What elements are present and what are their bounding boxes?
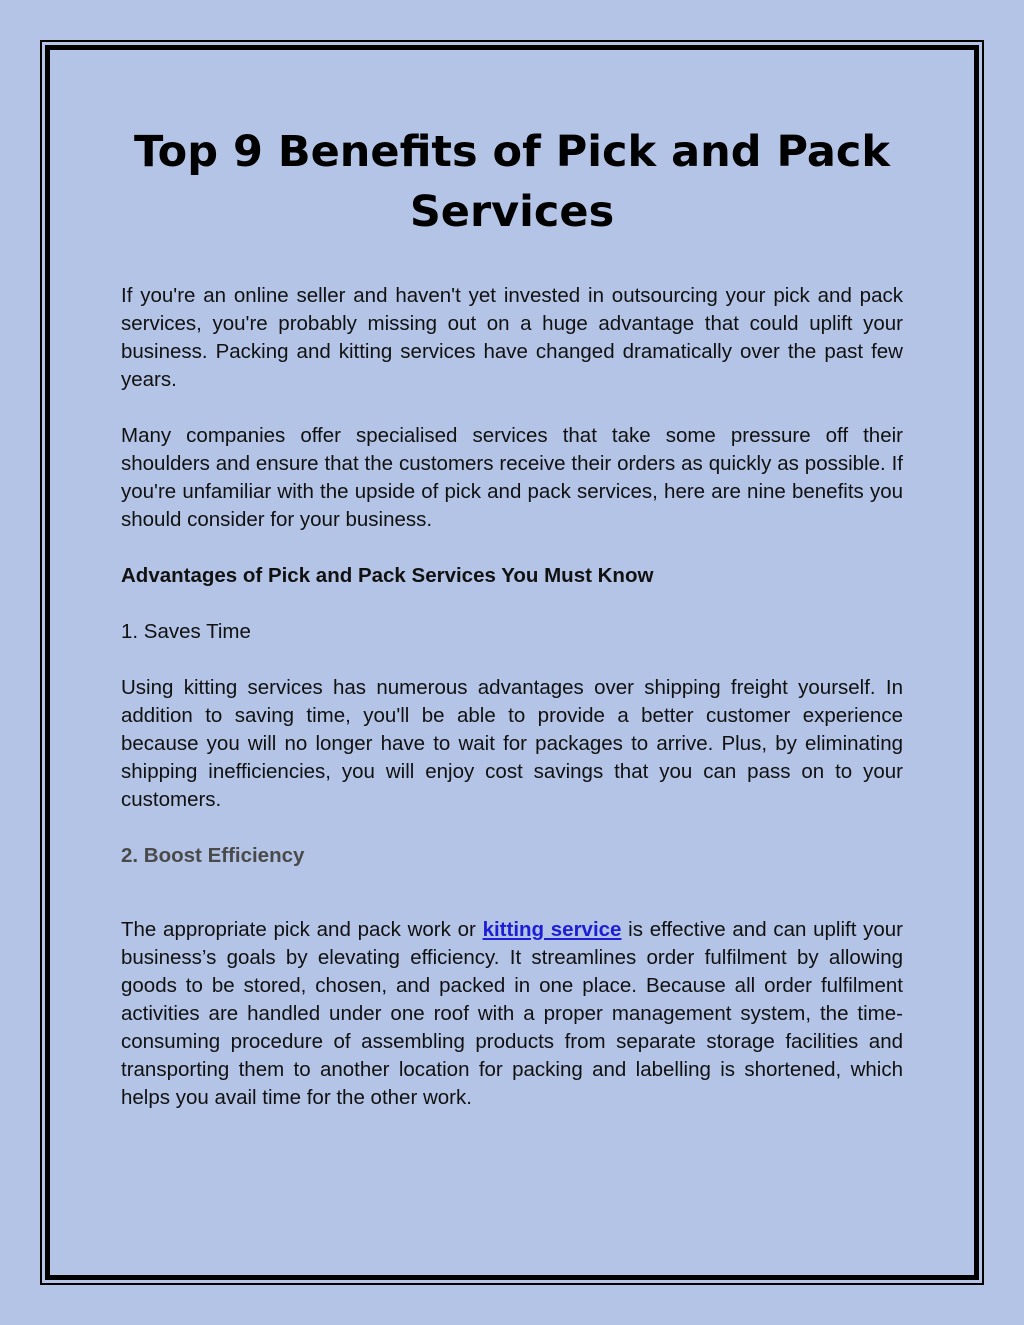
intro-paragraph: If you're an online seller and haven't yet invested in outsourcing your pick and pack services, you're probably missing out on a huge advantage that could uplift your business. Packing and kitting services have changed dramatically over the past few years.	[121, 284, 903, 391]
article-body	[121, 282, 903, 1140]
advantages-heading: Advantages of Pick and Pack Services You Must Know	[121, 564, 654, 587]
item2-body	[121, 916, 903, 1112]
item2-body-end: is effective and can uplift your business’s goals by elevating efficiency. It streamlines order fulfilment by allowing goods to be stored, chosen, and packed in one place. Because all order fulfilment activities are handled under one roof with a proper management system, the time-consuming procedure of assembling products from separate storage facilities and transporting them to another location for packing and labelling is shortened, which helps you avail time for the other work.	[121, 918, 903, 1109]
document-title: Top 9 Benefits of Pick and Pack Services	[134, 127, 890, 237]
item2-body-start: The appropriate pick and pack work or	[121, 918, 483, 941]
item1-heading: 1. Saves Time	[121, 620, 251, 643]
second-paragraph: Many companies offer specialised services that take some pressure off their shoulders and ensure that the customers receive their orders as quickly as possible. If you're unfamiliar with the upside of pick and pack services, here are nine benefits you should consider for your business.	[121, 424, 903, 531]
item1-body: Using kitting services has numerous advantages over shipping freight yourself. In addition to saving time, you'll be able to provide a better customer experience because you will no longer have to wait for packages to arrive. Plus, by eliminating shipping inefficiencies, you will enjoy cost savings that you can pass on to your customers.	[121, 676, 903, 811]
item2-heading: 2. Boost Efficiency	[121, 844, 305, 867]
kitting-service-link[interactable]: kitting service	[482, 918, 622, 941]
